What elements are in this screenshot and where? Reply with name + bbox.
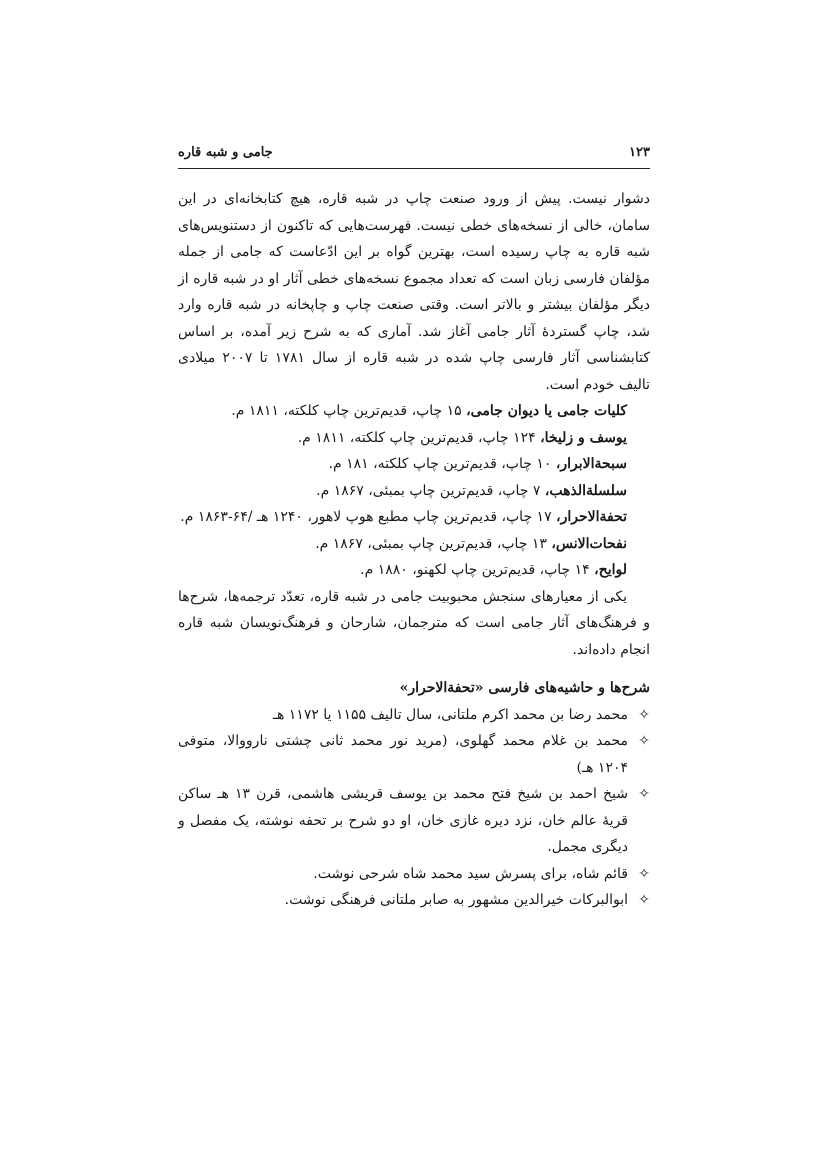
commentary-text: شیخ احمد بن شیخ فتح محمد بن یوسف قریشی هاشمی، قرن ۱۳ هـ ساکن قریهٔ عالم خان، نزد دیره غازی خان، او دو شرح بر تحفه نوشته، یک مفصل و دیگری مجمل. [178, 786, 628, 855]
intro-paragraph: دشوار نیست. پیش از ورود صنعت چاپ در شبه قاره، هیچ کتابخانه‌ای در این سامان، خالی از نسخه‌های خطی نیست. فهرست‌هایی که تاکنون از دستنویس‌های شبه قاره به چاپ رسیده است، بهترین گواه بر این ادّعاست که جامی از جمله مؤلفان فارسی زبان است که تعداد مجموع نسخه‌های خطی آثار او در شبه قاره از دیگر مؤلفان بیشتر و بالاتر است. وقتی صنعت چاپ و چاپخانه در شبه قاره وارد شد، چاپ گستردهٔ آثار جامی آغاز شد. آماری که به شرح زیر آمده، بر اساس کتابشناسی آثار فارسی چاپ شده در شبه قاره از سال ۱۷۸۱ تا ۲۰۰۷ میلادی تالیف خودم است. [178, 191, 651, 393]
work-title: یوسف و زلیخا، [540, 429, 627, 446]
body-text [178, 186, 650, 914]
list-item [178, 728, 650, 781]
work-title: لوایح، [594, 562, 627, 578]
header-rule [178, 168, 650, 169]
diamond-star-icon: ✧ [638, 865, 650, 882]
list-item [178, 702, 650, 729]
print-list [178, 398, 650, 584]
work-detail: ۷ چاپ، قدیم‌ترین چاپ بمبئی، ۱۸۶۷ م. [316, 482, 545, 499]
list-item [178, 781, 650, 861]
work-detail: ۱۳ چاپ، قدیم‌ترین چاپ بمبئی، ۱۸۶۷ م. [315, 535, 552, 552]
work-title: کلیات جامی یا دیوان جامی، [466, 403, 627, 419]
list-item [178, 425, 650, 452]
diamond-star-icon: ✧ [638, 786, 650, 802]
commentary-text: ابوالبرکات خیرالدین مشهور به صابر ملتانی فرهنگی نوشت. [284, 892, 628, 908]
list-item [178, 861, 650, 888]
list-item [178, 504, 650, 531]
work-detail: ۱۰ چاپ، قدیم‌ترین چاپ کلکته، ۱۸۱ م. [328, 456, 556, 472]
diamond-star-icon: ✧ [638, 892, 650, 908]
work-title: تحفةالاحرار، [556, 509, 627, 525]
work-detail: ۱۲۴ چاپ، قدیم‌ترین چاپ کلکته، ۱۸۱۱ م. [297, 429, 541, 446]
commentary-list [178, 702, 650, 914]
list-item [178, 887, 650, 914]
commentary-text: محمد رضا بن محمد اکرم ملتانی، سال تالیف ۱۱۵۵ یا ۱۱۷۲ هـ [272, 706, 628, 723]
work-detail: ۱۴ چاپ، قدیم‌ترین چاپ لکهنو، ۱۸۸۰ م. [360, 562, 595, 578]
list-item [178, 398, 650, 425]
commentary-text: قائم شاه، برای پسرش سید محمد شاه شرحی نوشت. [313, 865, 628, 882]
running-header [178, 141, 650, 163]
diamond-star-icon: ✧ [638, 706, 650, 723]
list-item [178, 557, 650, 584]
list-item [178, 478, 650, 505]
work-title: سبحةالابرار، [555, 456, 627, 472]
work-title: نفحات‌الانس، [551, 535, 627, 552]
section-heading: شرح‌ها و حاشیه‌های فارسی «تحفةالاحرار» [399, 680, 650, 696]
work-title: سلسلةالذهب، [544, 482, 627, 499]
commentary-text: محمد بن غلام محمد گهلوی، (مرید نور محمد ثانی چشتی نارووالا، متوفی ۱۲۰۴ هـ) [178, 733, 628, 776]
work-detail: ۱۷ چاپ، قدیم‌ترین چاپ مطبع هوپ لاهور، ۱۲۴۰ هـ /۶۴-۱۸۶۳ م. [180, 509, 557, 525]
closing-paragraph: یکی از معیارهای سنجش محبوبیت جامی در شبه قاره، تعدّد ترجمه‌ها، شرح‌ها و فرهنگ‌های آثار جامی است که مترجمان، شارحان و فرهنگ‌نویسان شبه قاره انجام داده‌اند. [178, 588, 650, 658]
list-item [178, 451, 650, 478]
work-detail: ۱۵ چاپ، قدیم‌ترین چاپ کلکته، ۱۸۱۱ م. [231, 403, 467, 419]
diamond-star-icon: ✧ [638, 733, 650, 749]
list-item [178, 531, 650, 558]
page-number: ۱۲۳ [629, 144, 650, 160]
running-title: جامی و شبه قاره [178, 144, 273, 160]
